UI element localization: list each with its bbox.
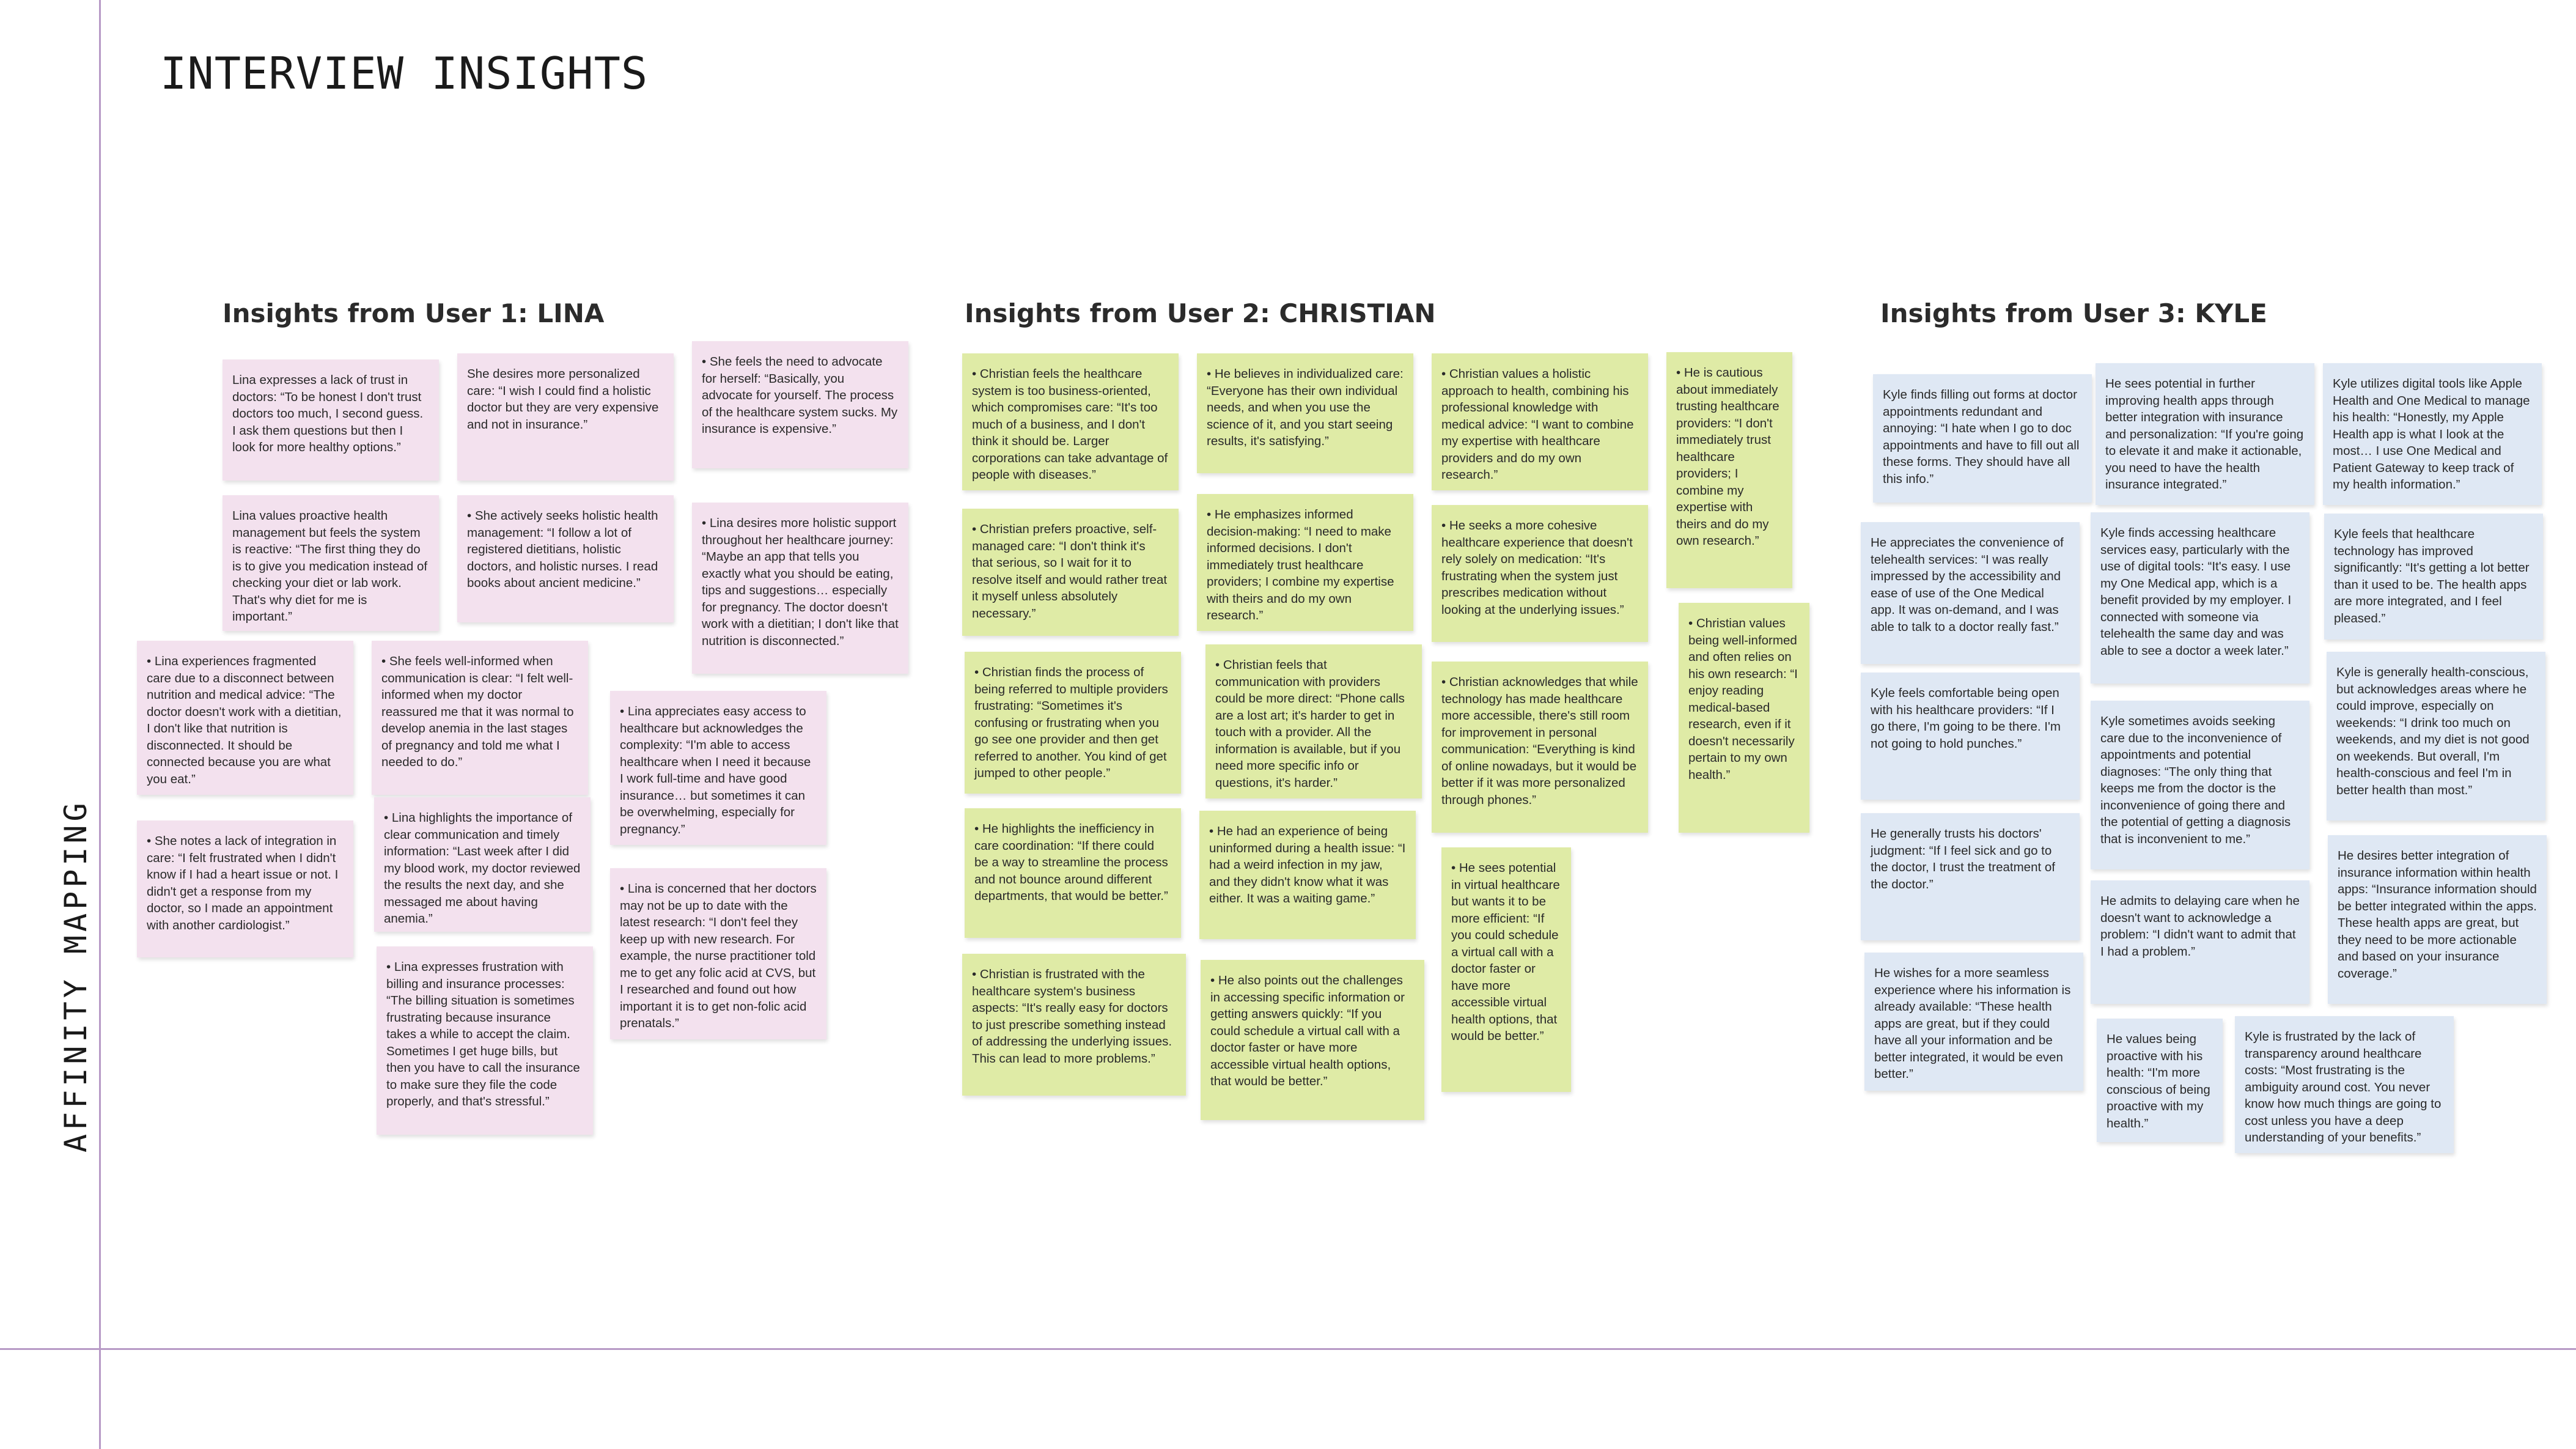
sticky-note[interactable]: • He emphasizes informed decision-making: “I need to make informed decisions. I don't immediately trust healthcare providers; I combine my expertise with theirs and do my own research.” [1197,494,1413,631]
sticky-note[interactable]: • He highlights the inefficiency in care coordination: “If there could be a way to streamline the process and not bounce around different departments, that would be better.” [965,808,1181,938]
sticky-note[interactable]: Lina expresses a lack of trust in doctors: “To be honest I don't trust doctors too much, I second guess. I ask them questions but then I look for more healthy options.” [223,359,439,481]
sticky-note[interactable]: Kyle is generally health-conscious, but acknowledges areas where he could improve, especially on weekends: “I drink too much on weekends, and my diet is not good on weekends. But overall, I'm health-conscious and feel I'm in better health than most.” [2327,652,2545,820]
sticky-note[interactable]: • Christian feels the healthcare system is too business-oriented, which compromises care: “It's too much of a business, and I don't think it should be. Larger corporations can take advantage of people with diseases.” [962,353,1179,490]
sticky-note[interactable]: Kyle finds accessing healthcare services easy, particularly with the use of digital tools: “It's easy. I use my One Medical app, which is a benefit provided by my employer. I connected with someone via telehealth the same day and was able to see a doctor a week later.” [2091,512,2309,684]
sticky-note[interactable]: • Lina desires more holistic support throughout her healthcare journey: “Maybe an app that tells you exactly what you should be eating, tips and suggestions… especially for pregnancy. The doctor doesn't work with a dietitian; I don't like that nutrition is disconnected.” [692,503,908,674]
sticky-note[interactable]: Kyle utilizes digital tools like Apple Health and One Medical to manage his health: “Honestly, my Apple Health app is what I look at the most… I use One Medical and Patient Gateway to keep track of my health information.” [2323,363,2542,505]
sticky-note[interactable]: He wishes for a more seamless experience where his information is already available: “These health apps are great, but if they could have all your information and be better integrated, it would be even better.” [1864,953,2083,1091]
sticky-note[interactable]: She desires more personalized care: “I wish I could find a holistic doctor but they are very expensive and not in insurance.” [457,353,674,481]
sticky-note[interactable]: He appreciates the convenience of telehealth services: “I was really impressed by the accessibility and ease of use of the One Medical app. It was on-demand, and I was able to talk to a doctor really fast.” [1861,522,2080,664]
sticky-note[interactable]: • Lina is concerned that her doctors may not be up to date with the latest research: “I don't feel they keep up with new research. For example, the nurse practitioner told me to get any folic acid at CVS, but I researched and found out how important it is to get non-folic acid prenatals.” [610,868,826,1039]
sticky-note[interactable]: • He believes in individualized care: “Everyone has their own individual needs, and when you use the science of it, and you start seeing results, it's satisfying.” [1197,353,1413,473]
side-label: AFFINITY MAPPING [58,799,94,1152]
sticky-note[interactable]: • Lina appreciates easy access to healthcare but acknowledges the complexity: “I'm able to access healthcare when I need it because I work full-time and have good insurance… but sometimes it can be overwhelming, especially for pregnancy.” [610,691,826,845]
sticky-note[interactable]: He generally trusts his doctors' judgment: “If I feel sick and go to the doctor, I trust the treatment of the doctor.” [1861,813,2080,940]
sticky-note[interactable]: • He had an experience of being uninformed during a health issue: “I had a weird infection in my jaw, and they didn't know what it was either. It was a waiting game.” [1199,811,1416,939]
sticky-note[interactable]: • Christian values being well-informed and often relies on his own research: “I enjoy reading medical-based research, even if it doesn't necessarily pertain to my own health.” [1679,603,1809,833]
sticky-note[interactable]: He desires better integration of insurance information within health apps: “Insurance information should be better integrated within the apps. These health apps are great, but they need to be more actionable and based on your insurance coverage.” [2328,835,2547,1004]
sticky-note[interactable]: • He also points out the challenges in accessing specific information or getting answers quickly: “If you could schedule a virtual call with a doctor faster or have more accessible virtual health options, that would be better.” [1201,960,1424,1120]
sticky-note[interactable]: • She actively seeks holistic health management: “I follow a lot of registered dietitians, holistic doctors, and holistic nurses. I read books about ancient medicine.” [457,495,674,622]
sticky-note[interactable]: • Christian acknowledges that while technology has made healthcare more accessible, there's still room for improvement in personal communication: “Everything is kind of online nowadays, but it would be better if it was more personalized through phones.” [1432,662,1648,833]
sticky-note[interactable]: • Christian finds the process of being referred to multiple providers frustrating: “Sometimes it's confusing or frustrating when you go see one provider and then get referred to another. You kind of get jumped to other people.” [965,652,1181,794]
vertical-divider [99,0,101,1449]
sticky-note[interactable]: Kyle finds filling out forms at doctor appointments redundant and annoying: “I hate when I go to doc appointments and have to fill out all these forms. They should have all this info.” [1873,374,2092,503]
sticky-note[interactable]: • He sees potential in virtual healthcare but wants it to be more efficient: “If you could schedule a virtual call with a doctor faster or have more accessible virtual health options, that would be better.” [1441,847,1571,1092]
sticky-note[interactable]: • Lina expresses frustration with billing and insurance processes: “The billing situation is sometimes frustrating because insurance takes a while to accept the claim. Sometimes I get huge bills, but then you have to call the insurance to make sure they file the code properly, and that's stressful.” [377,946,593,1135]
sticky-note[interactable]: Kyle is frustrated by the lack of transparency around healthcare costs: “Most frustrating is the ambiguity around cost. You never know how much things are going to cost unless you have a deep understanding of your benefits.” [2235,1016,2454,1153]
section-title-kyle: Insights from User 3: KYLE [1880,298,2267,328]
sticky-note[interactable]: He values being proactive with his health: “I'm more conscious of being proactive with my health.” [2097,1019,2223,1142]
sticky-note[interactable]: Kyle sometimes avoids seeking care due to the inconvenience of appointments and potential diagnoses: “The only thing that keeps me from the doctor is the inconvenience of going there and the potential of getting a diagnosis that is inconvenient to me.” [2091,701,2309,869]
horizontal-divider [0,1348,2576,1350]
sticky-note[interactable]: • She notes a lack of integration in care: “I felt frustrated when I didn't know if I had a heart issue or not. I didn't get a response from my doctor, so I made an appointment with another cardiologist.” [137,820,353,957]
sticky-note[interactable]: He admits to delaying care when he doesn't want to acknowledge a problem: “I didn't want to admit that I had a problem.” [2091,880,2309,1004]
sticky-note[interactable]: • Christian prefers proactive, self-managed care: “I don't think it's that serious, so I wait for it to resolve itself and would rather treat it myself unless absolutely necessary.” [962,509,1179,636]
section-title-lina: Insights from User 1: LINA [223,298,605,328]
sticky-note[interactable]: • She feels well-informed when communication is clear: “I felt well-informed when my doctor reassured me that it was normal to develop anemia in the last stages of pregnancy and told me what I needed to do.” [372,641,588,795]
sticky-note[interactable]: Lina values proactive health management but feels the system is reactive: “The first thing they do is to give you medication instead of checking your diet or lab work. That's why diet for me is important.” [223,495,439,631]
sticky-note[interactable]: Kyle feels that healthcare technology has improved significantly: “It's getting a lot better than it used to be. The health apps are more integrated, and I feel pleased.” [2324,514,2543,640]
section-title-christian: Insights from User 2: CHRISTIAN [965,298,1436,328]
sticky-note[interactable]: • Christian is frustrated with the healthcare system's business aspects: “It's really easy for doctors to just prescribe something instead of addressing the underlying issues. This can lead to more problems.” [962,954,1186,1096]
sticky-note[interactable]: Kyle feels comfortable being open with his healthcare providers: “If I go there, I'm going to be there. I'm not going to hold punches.” [1861,673,2080,800]
sticky-note[interactable]: • Christian feels that communication with providers could be more direct: “Phone calls are a lost art; it's harder to get in touch with a provider. All the information is available, but if you need more specific info or questions, it's harder.” [1205,644,1422,798]
sticky-note[interactable]: • Lina experiences fragmented care due to a disconnect between nutrition and medical advice: “The doctor doesn't work with a dietitian, I don't like that nutrition is disconnected. It should be connected because you are what you eat.” [137,641,353,795]
sticky-note[interactable]: • Christian values a holistic approach to health, combining his professional knowledge with medical advice: “I want to combine my expertise with healthcare providers and do my own research.” [1432,353,1648,490]
sticky-note[interactable]: • Lina highlights the importance of clear communication and timely information: “Last week after I did my blood work, my doctor reviewed the results the next day, and she messaged me about having anemia.” [374,797,591,932]
sticky-note[interactable]: He sees potential in further improving health apps through better integration with insurance and personalization: “If you're going to elevate it and make it actionable, you need to have the health insurance integrated.” [2096,363,2314,505]
page-title: INTERVIEW INSIGHTS [160,48,649,99]
sticky-note[interactable]: • She feels the need to advocate for herself: “Basically, you advocate for yourself. The process of the healthcare system sucks. My insurance is expensive.” [692,341,908,468]
sticky-note[interactable]: • He seeks a more cohesive healthcare experience that doesn't rely solely on medication: “It's frustrating when the system just prescribes medication without looking at the underlying issues.” [1432,505,1648,642]
sticky-note[interactable]: • He is cautious about immediately trusting healthcare providers: “I don't immediately trust healthcare providers; I combine my expertise with theirs and do my own research.” [1666,352,1792,588]
